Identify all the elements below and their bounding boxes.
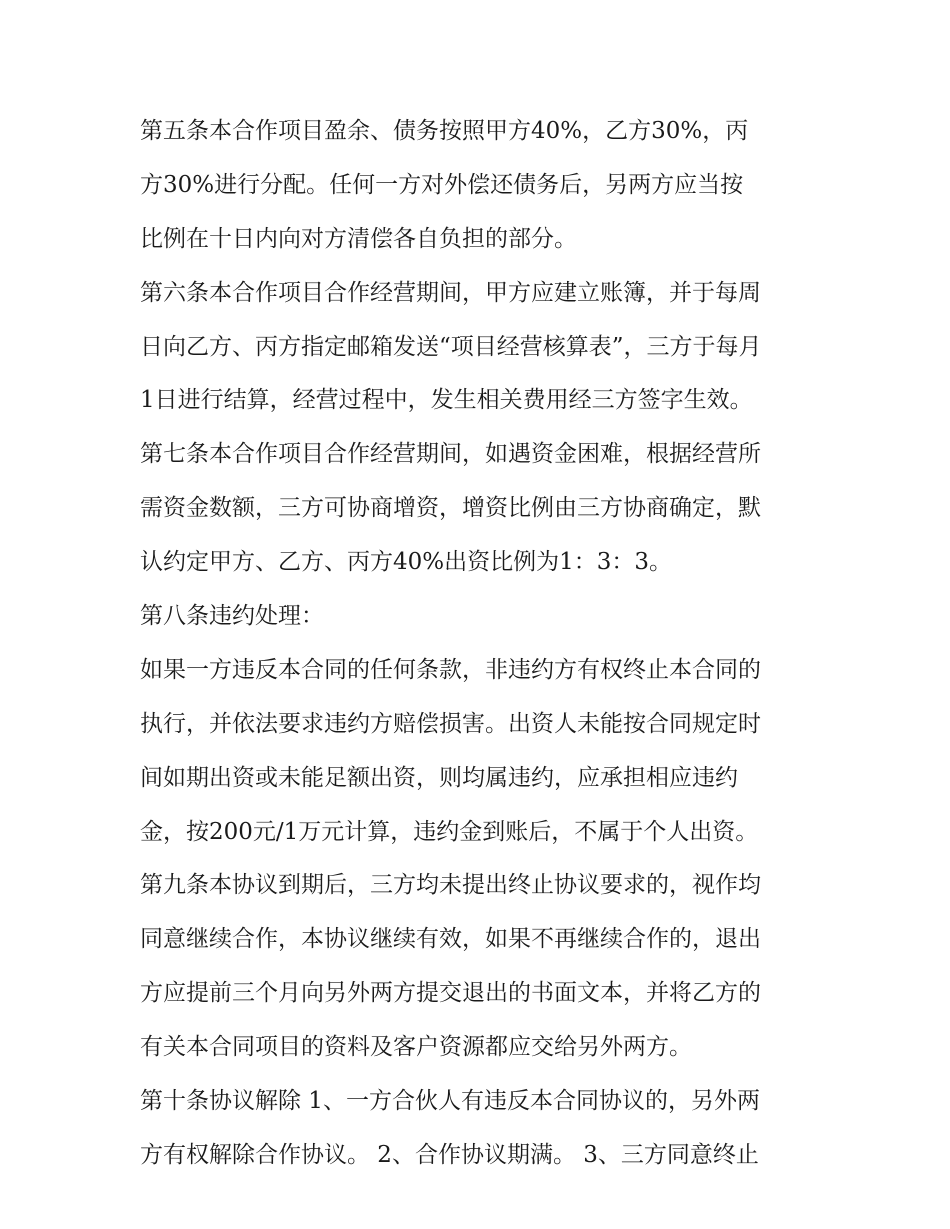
text-line-6: 1日进行结算，经营过程中，发生相关费用经三方签字生效。 [140,387,753,414]
text-line-5: 日向乙方、丙方指定邮箱发送“项目经营核算表”，三方于每月 [140,333,762,360]
text-line-11: 如果一方违反本合同的任何条款，非违约方有权终止本合同的 [140,656,761,683]
text-line-15: 第九条本协议到期后，三方均未提出终止协议要求的，视作均 [140,872,761,899]
text-line-2: 方30%进行分配。任何一方对外偿还债务后，另两方应当按 [140,171,744,198]
text-line-20: 方有权解除合作协议。 2、合作协议期满。 3、三方同意终止 [140,1141,759,1168]
text-line-9: 认约定甲方、乙方、丙方40%出资比例为1：3：3。 [140,549,673,576]
text-line-10: 第八条违约处理： [140,603,324,630]
text-line-8: 需资金数额，三方可协商增资，增资比例由三方协商确定，默 [140,495,761,522]
text-line-18: 有关本合同项目的资料及客户资源都应交给另外两方。 [140,1034,692,1061]
text-line-12: 执行，并依法要求违约方赔偿损害。出资人未能按合同规定时 [140,710,761,737]
text-line-4: 第六条本合作项目合作经营期间，甲方应建立账簿，并于每周 [140,279,761,306]
text-line-16: 同意继续合作，本协议继续有效，如果不再继续合作的，退出 [140,926,761,953]
contract-body-text [140,105,820,1183]
text-line-1: 第五条本合作项目盈余、债务按照甲方40%，乙方30%，丙 [140,118,749,144]
text-line-19: 第十条协议解除 1、一方合伙人有违反本合同协议的，另外两 [140,1088,760,1115]
text-line-14: 金，按200元/1万元计算，违约金到账后，不属于个人出资。 [140,818,759,845]
text-line-13: 间如期出资或未能足额出资，则均属违约，应承担相应违约 [140,764,738,791]
text-line-3: 比例在十日内向对方清偿各自负担的部分。 [140,225,577,252]
text-line-7: 第七条本合作项目合作经营期间，如遇资金困难，根据经营所 [140,441,761,468]
text-line-17: 方应提前三个月向另外两方提交退出的书面文本，并将乙方的 [140,980,761,1007]
